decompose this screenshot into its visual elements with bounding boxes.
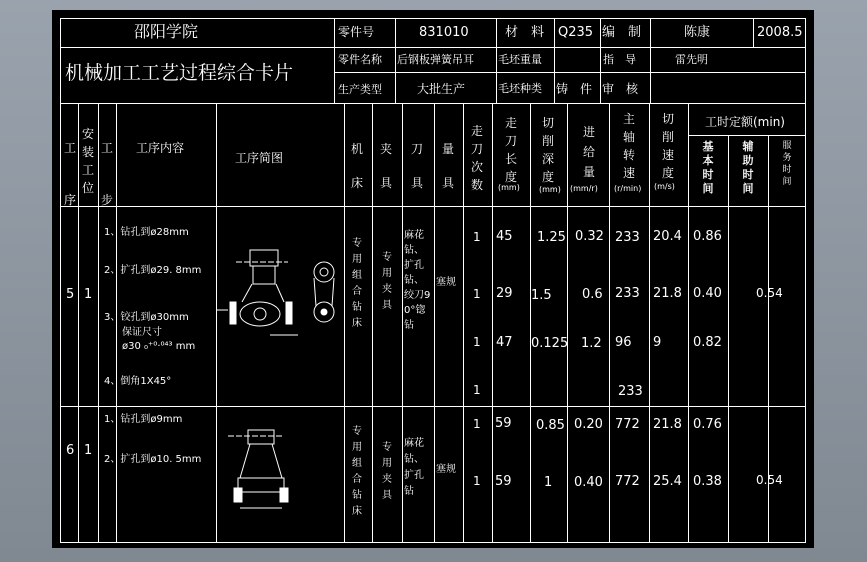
op5-step: 4、倒角1X45° — [104, 376, 172, 387]
op5-r2-depth: 0.125 — [531, 336, 569, 351]
op6-fixture: 专用夹具 — [382, 442, 392, 501]
blank-weight-label: 毛坯重量 — [498, 53, 542, 66]
blank-type-label: 毛坯种类 — [498, 82, 542, 95]
col-cut-speed: 切削速度 — [661, 112, 674, 180]
op5-r1-depth: 1.5 — [531, 288, 552, 303]
op6-r1-feed: 0.40 — [574, 475, 603, 490]
col-cut-speed-unit: (m/s) — [654, 182, 675, 191]
op5-step: 1、钻孔到ø28mm — [104, 227, 189, 238]
process-card — [52, 10, 814, 548]
op6-aux-time: 0.54 — [756, 473, 783, 487]
review-label: 审 核 — [602, 82, 639, 96]
op6-step: 2、扩孔到ø10. 5mm — [104, 454, 202, 465]
col-cut-depth: 切削深度 — [541, 116, 554, 184]
op6-r0-length: 59 — [495, 416, 512, 431]
op6-r1-length: 59 — [495, 474, 512, 489]
part-name-value: 后钢板弹簧吊耳 — [397, 53, 474, 66]
op6-step: 1、钻孔到ø9mm — [104, 414, 183, 425]
op5-aux-time: 0.54 — [756, 286, 783, 300]
op6-process: 6 — [66, 443, 75, 458]
op5-station: 1 — [84, 287, 93, 302]
col-tool: 刀具 — [410, 142, 423, 190]
col-feed-unit: (mm/r) — [570, 184, 598, 193]
production-type-value: 大批生产 — [417, 82, 466, 96]
op5-r3-spindle: 233 — [618, 384, 643, 399]
op5-r1-feed: 0.6 — [582, 287, 603, 302]
op6-r0-basic: 0.76 — [693, 417, 722, 432]
op5-r0-length: 45 — [496, 229, 513, 244]
col-fixture: 夹具 — [379, 142, 392, 190]
op6-r1-spindle: 772 — [615, 474, 640, 489]
part-name-label: 零件名称 — [338, 53, 382, 66]
part-no-label: 零件号 — [338, 25, 375, 39]
op5-gauge: 塞规 — [436, 277, 456, 288]
op5-tolerance-note: 保证尺寸 — [122, 327, 162, 338]
op5-tolerance-value: ø30 ₀⁺⁰·⁰⁴³ mm — [122, 341, 196, 352]
col-gauge: 量具 — [441, 142, 454, 190]
op5-r2-passes: 1 — [473, 335, 481, 349]
op5-r1-passes: 1 — [473, 287, 481, 301]
op6-r1-speed: 25.4 — [653, 474, 682, 489]
col-feed-length: 走刀长度 — [504, 116, 517, 184]
op6-machine: 专用组合钻床 — [352, 426, 362, 517]
col-station: 安装工位 — [81, 127, 94, 195]
part-no-value: 831010 — [419, 25, 469, 40]
card-title: 机械加工工艺过程综合卡片 — [65, 62, 294, 84]
op5-step: 2、扩孔到ø29. 8mm — [104, 265, 202, 276]
material-value: Q235 — [558, 25, 594, 40]
col-feed-length-unit: (mm) — [498, 183, 520, 192]
op6-r1-basic: 0.38 — [693, 474, 722, 489]
op5-process: 5 — [66, 287, 75, 302]
op5-r2-basic: 0.82 — [693, 335, 722, 350]
op6-r0-depth: 0.85 — [536, 418, 565, 433]
author-label: 编 制 — [602, 25, 642, 40]
op6-r0-passes: 1 — [473, 417, 481, 431]
col-time-quota: 工时定额(min) — [705, 115, 785, 129]
op6-r0-speed: 21.8 — [653, 417, 682, 432]
col-spindle: 主轴转速 — [622, 112, 635, 180]
op5-r2-speed: 9 — [653, 335, 662, 350]
op5-r0-spindle: 233 — [615, 230, 640, 245]
production-type-label: 生产类型 — [338, 83, 382, 96]
col-machine: 机床 — [350, 142, 363, 190]
op6-r1-passes: 1 — [473, 474, 481, 488]
material-label: 材 料 — [505, 25, 545, 40]
op5-r0-feed: 0.32 — [575, 229, 604, 244]
author-value: 陈康 — [684, 25, 711, 40]
op5-r2-feed: 1.2 — [581, 336, 602, 351]
col-cut-depth-unit: (mm) — [539, 185, 561, 194]
guide-value: 雷先明 — [675, 53, 708, 66]
col-feed: 进给量 — [582, 125, 595, 179]
op6-r1-depth: 1 — [544, 475, 553, 490]
op5-r1-length: 29 — [496, 286, 513, 301]
col-basic-time: 基本时间 — [702, 140, 714, 195]
op5-r1-spindle: 233 — [615, 286, 640, 301]
op5-r1-basic: 0.40 — [693, 286, 722, 301]
col-content: 工序内容 — [136, 141, 185, 155]
col-spindle-unit: (r/min) — [614, 184, 642, 193]
op5-r0-speed: 20.4 — [653, 229, 682, 244]
op6-gauge: 塞规 — [436, 464, 456, 475]
op6-r0-spindle: 772 — [615, 417, 640, 432]
op5-r1-speed: 21.8 — [653, 286, 682, 301]
op5-r0-passes: 1 — [473, 230, 481, 244]
op5-fixture: 专用夹具 — [382, 252, 392, 311]
col-service-time: 服务时间 — [782, 141, 792, 187]
col-passes: 走刀次数 — [470, 124, 483, 192]
col-aux-time: 辅助时间 — [742, 140, 754, 195]
guide-label: 指 导 — [603, 53, 636, 66]
op6-tool: 麻花钻、扩孔钻 — [404, 438, 424, 497]
op5-r2-spindle: 96 — [615, 335, 632, 350]
op5-machine: 专用组合钻床 — [352, 238, 362, 329]
school-name: 邵阳学院 — [134, 22, 199, 41]
op5-r0-depth: 1.25 — [537, 230, 566, 245]
op5-r2-length: 47 — [496, 335, 513, 350]
op5-tool: 麻花钻、扩孔钻、绞刀90°锪钻 — [404, 230, 431, 331]
op5-r0-basic: 0.86 — [693, 229, 722, 244]
op6-r0-feed: 0.20 — [574, 417, 603, 432]
col-step: 工步 — [100, 141, 113, 207]
op5-r3-passes: 1 — [473, 383, 481, 397]
op5-step: 3、铰孔到ø30mm — [104, 312, 189, 323]
blank-type-value: 铸 件 — [556, 82, 593, 96]
col-process: 工序 — [63, 141, 76, 207]
col-sketch: 工序简图 — [235, 151, 284, 165]
date-value: 2008.5 — [757, 25, 803, 40]
op6-station: 1 — [84, 443, 93, 458]
